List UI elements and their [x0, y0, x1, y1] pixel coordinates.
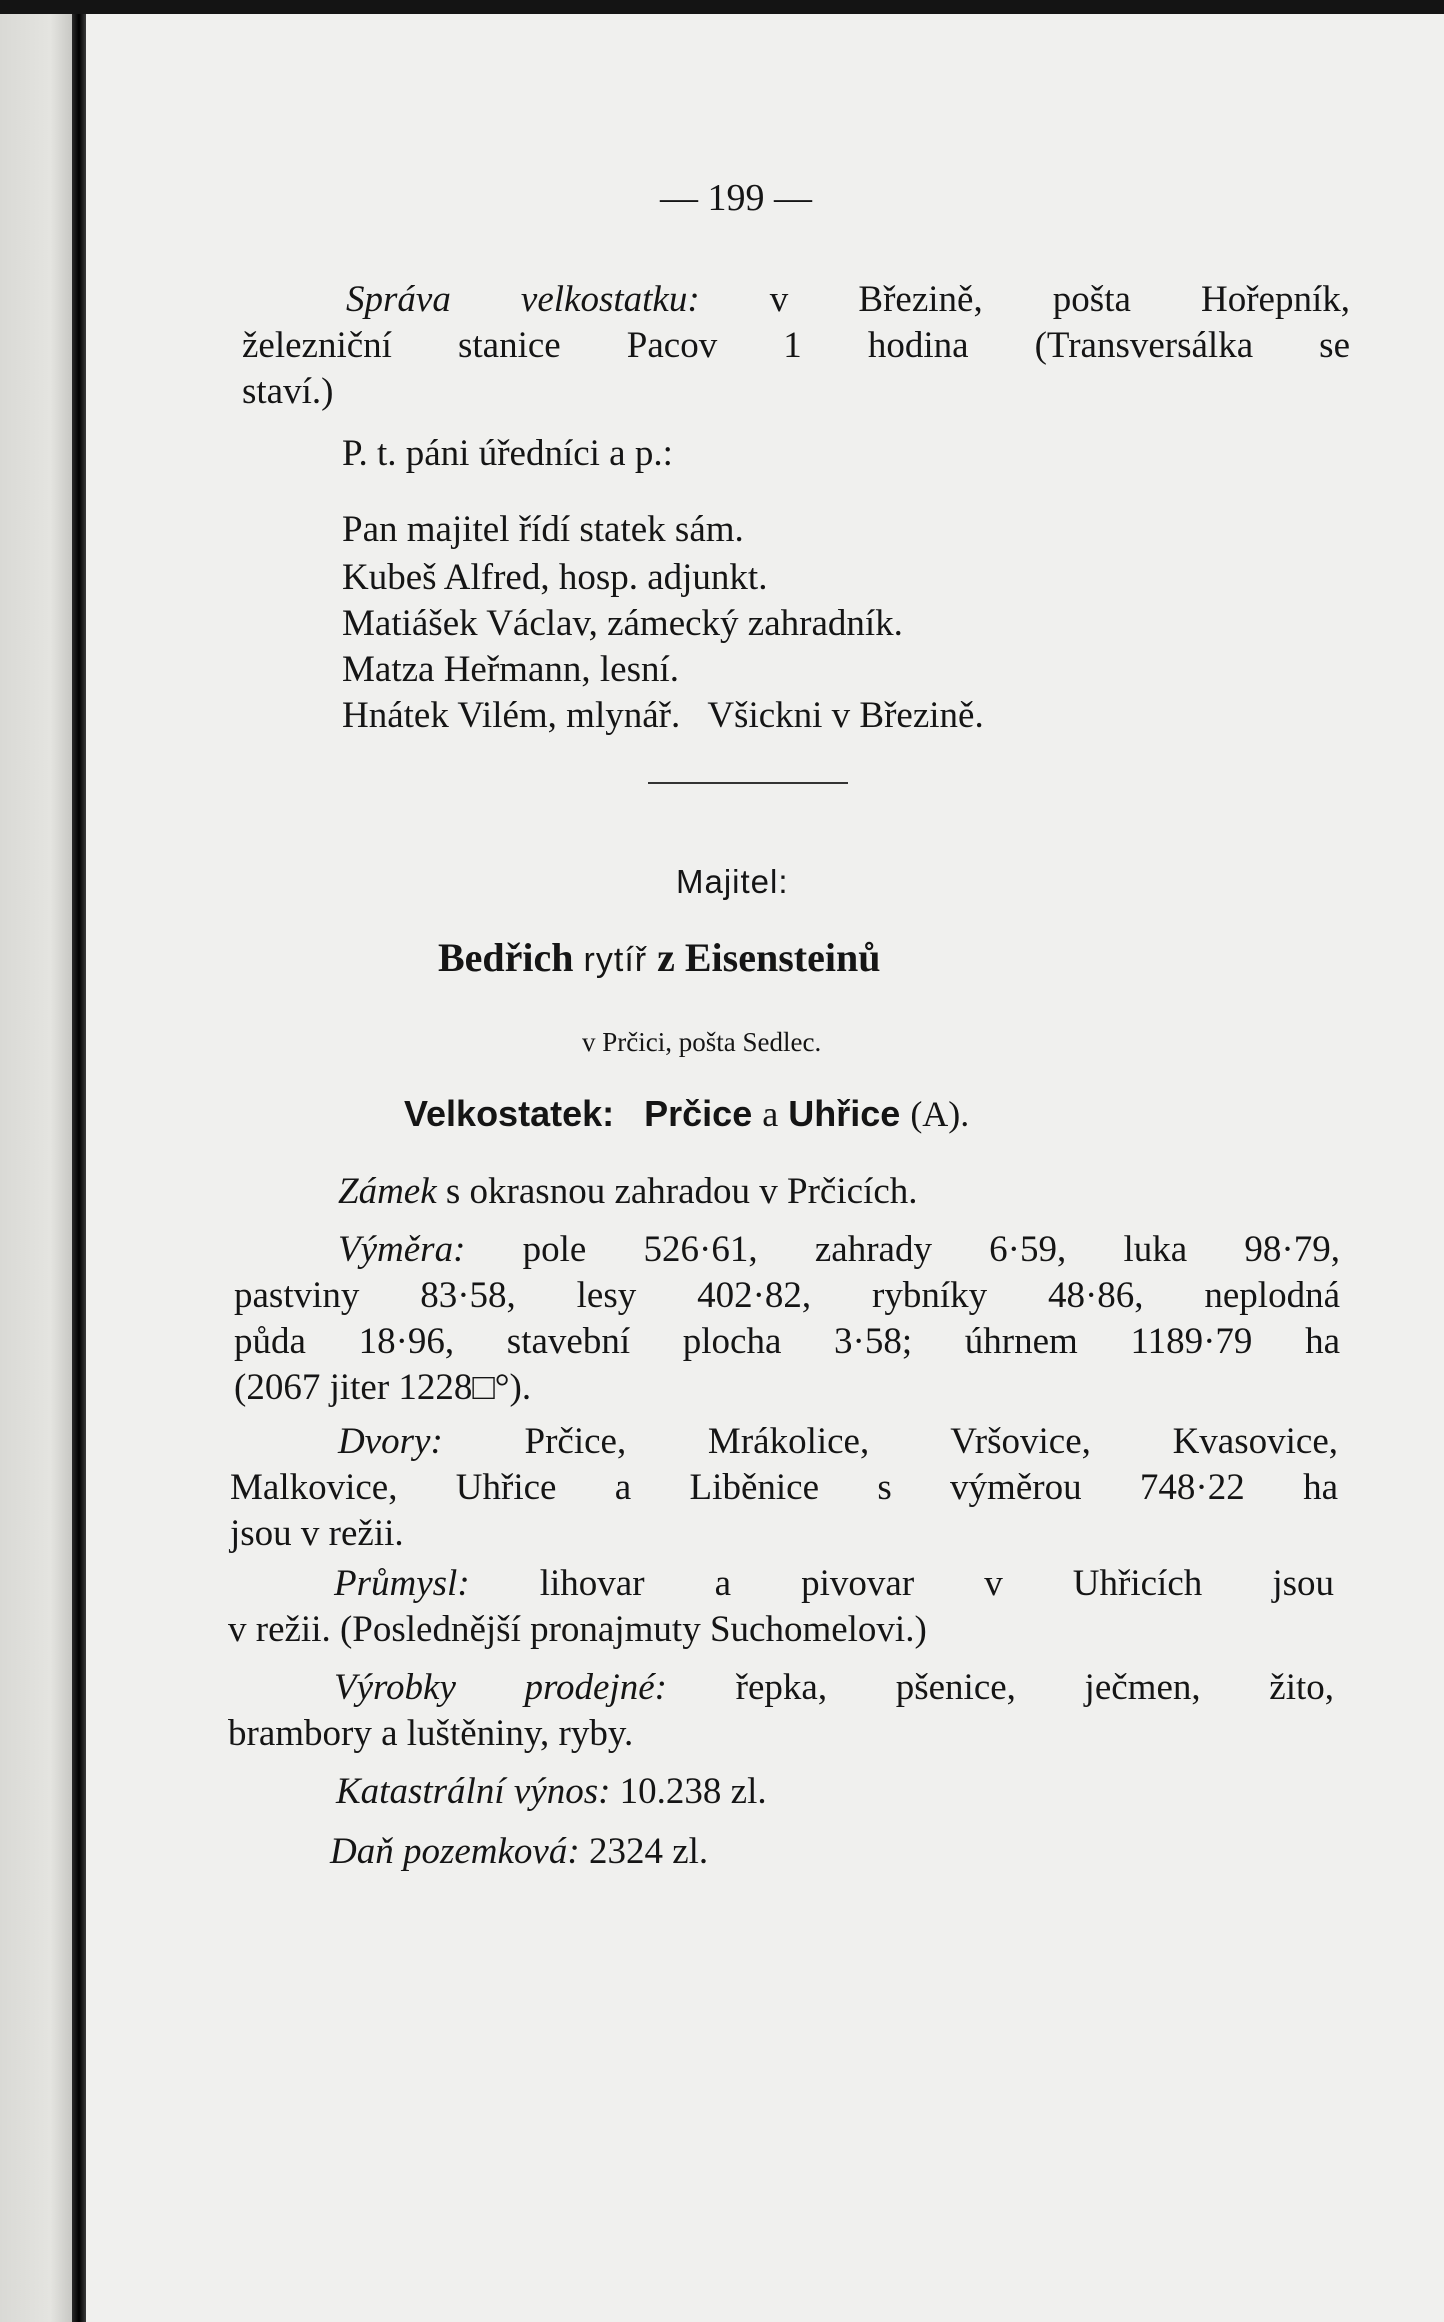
staff-line-3: Matiášek Václav, zámecký zahradník. [342, 603, 903, 644]
book-gutter [72, 14, 86, 2322]
estate-name-1: Prčice [644, 1093, 753, 1134]
staff-line-2: Kubeš Alfred, hosp. adjunkt. [342, 557, 768, 598]
book-page [86, 14, 1444, 2322]
dvory-line-1 [338, 1420, 1338, 1464]
dvory-label: Dvory: [338, 1421, 443, 1462]
prumysl-label: Průmysl: [334, 1563, 470, 1604]
zamek-line [338, 1170, 918, 1214]
katastr-line [336, 1770, 767, 1814]
owner-first-name: Bedřich [438, 935, 574, 980]
owner-surname: z Eisensteinů [657, 935, 881, 980]
vymera-line-1 [338, 1228, 1340, 1272]
estate-label: Velkostatek: [404, 1093, 615, 1134]
dvory-line-3: jsou v režii. [230, 1513, 404, 1554]
owner-name [438, 936, 880, 982]
zamek-text: s okrasnou zahradou v Prčicích. [445, 1171, 918, 1212]
officials-heading: P. t. páni úředníci a p.: [342, 433, 673, 474]
dvory-text-1: Prčice, Mrákolice, Vršovice, Kvasovice, [524, 1421, 1338, 1462]
vymera-text-1: pole 526·61, zahrady 6·59, luka 98·79, [522, 1229, 1340, 1270]
dan-label: Daň pozemková: [330, 1831, 580, 1872]
vyrobky-line-2: brambory a luštěniny, ryby. [228, 1713, 634, 1754]
owner-address: v Prčici, pošta Sedlec. [582, 1027, 822, 1057]
section-divider [648, 782, 848, 784]
katastr-label: Katastrální výnos: [336, 1771, 611, 1812]
dan-line [330, 1830, 708, 1874]
sprava-text-1: v Březině, pošta Hořepník, [769, 279, 1350, 320]
dan-value: 2324 zl. [588, 1831, 709, 1872]
estate-code: (A). [910, 1094, 970, 1134]
sprava-line-3: staví.) [242, 371, 334, 412]
zamek-label: Zámek [338, 1171, 437, 1212]
estate-conj: a [762, 1094, 779, 1134]
vymera-line-4: (2067 jiter 1228□°). [234, 1367, 532, 1408]
vyrobky-text-1: řepka, pšenice, ječmen, žito, [735, 1667, 1334, 1708]
scan-edge-top [0, 0, 1444, 14]
estate-name-2: Uhřice [788, 1093, 901, 1134]
vyrobky-label: Výrobky prodejné: [334, 1667, 668, 1708]
staff-line-1: Pan majitel řídí statek sám. [342, 509, 744, 550]
page-number: — 199 — [660, 177, 812, 219]
sprava-line-1 [346, 278, 1350, 322]
staff-line-5: Hnátek Vilém, mlynář. Všickni v Březině. [342, 695, 984, 736]
owner-title: rytíř [583, 941, 648, 979]
prumysl-line-2: v režii. (Poslednější pronajmuty Suchomelovi.) [228, 1609, 927, 1650]
sprava-line-2: železniční stanice Pacov 1 hodina (Transversálka se [242, 325, 1350, 366]
vymera-line-3: půda 18·96, stavební plocha 3·58; úhrnem 1189·79 ha [234, 1321, 1340, 1362]
owner-label: Majitel: [676, 863, 789, 900]
prumysl-line-1 [334, 1562, 1334, 1606]
staff-line-4: Matza Heřmann, lesní. [342, 649, 679, 690]
vymera-line-2: pastviny 83·58, lesy 402·82, rybníky 48·86, neplodná [234, 1275, 1340, 1316]
vyrobky-line-1 [334, 1666, 1334, 1710]
katastr-value: 10.238 zl. [619, 1771, 767, 1812]
prumysl-text-1: lihovar a pivovar v Uhřicích jsou [539, 1563, 1334, 1604]
sprava-label: Správa velkostatku: [346, 279, 700, 320]
dvory-line-2: Malkovice, Uhřice a Liběnice s výměrou 748·22 ha [230, 1467, 1338, 1508]
vymera-label: Výměra: [338, 1229, 466, 1270]
facing-page-edge [0, 14, 72, 2322]
estate-heading [404, 1092, 969, 1136]
